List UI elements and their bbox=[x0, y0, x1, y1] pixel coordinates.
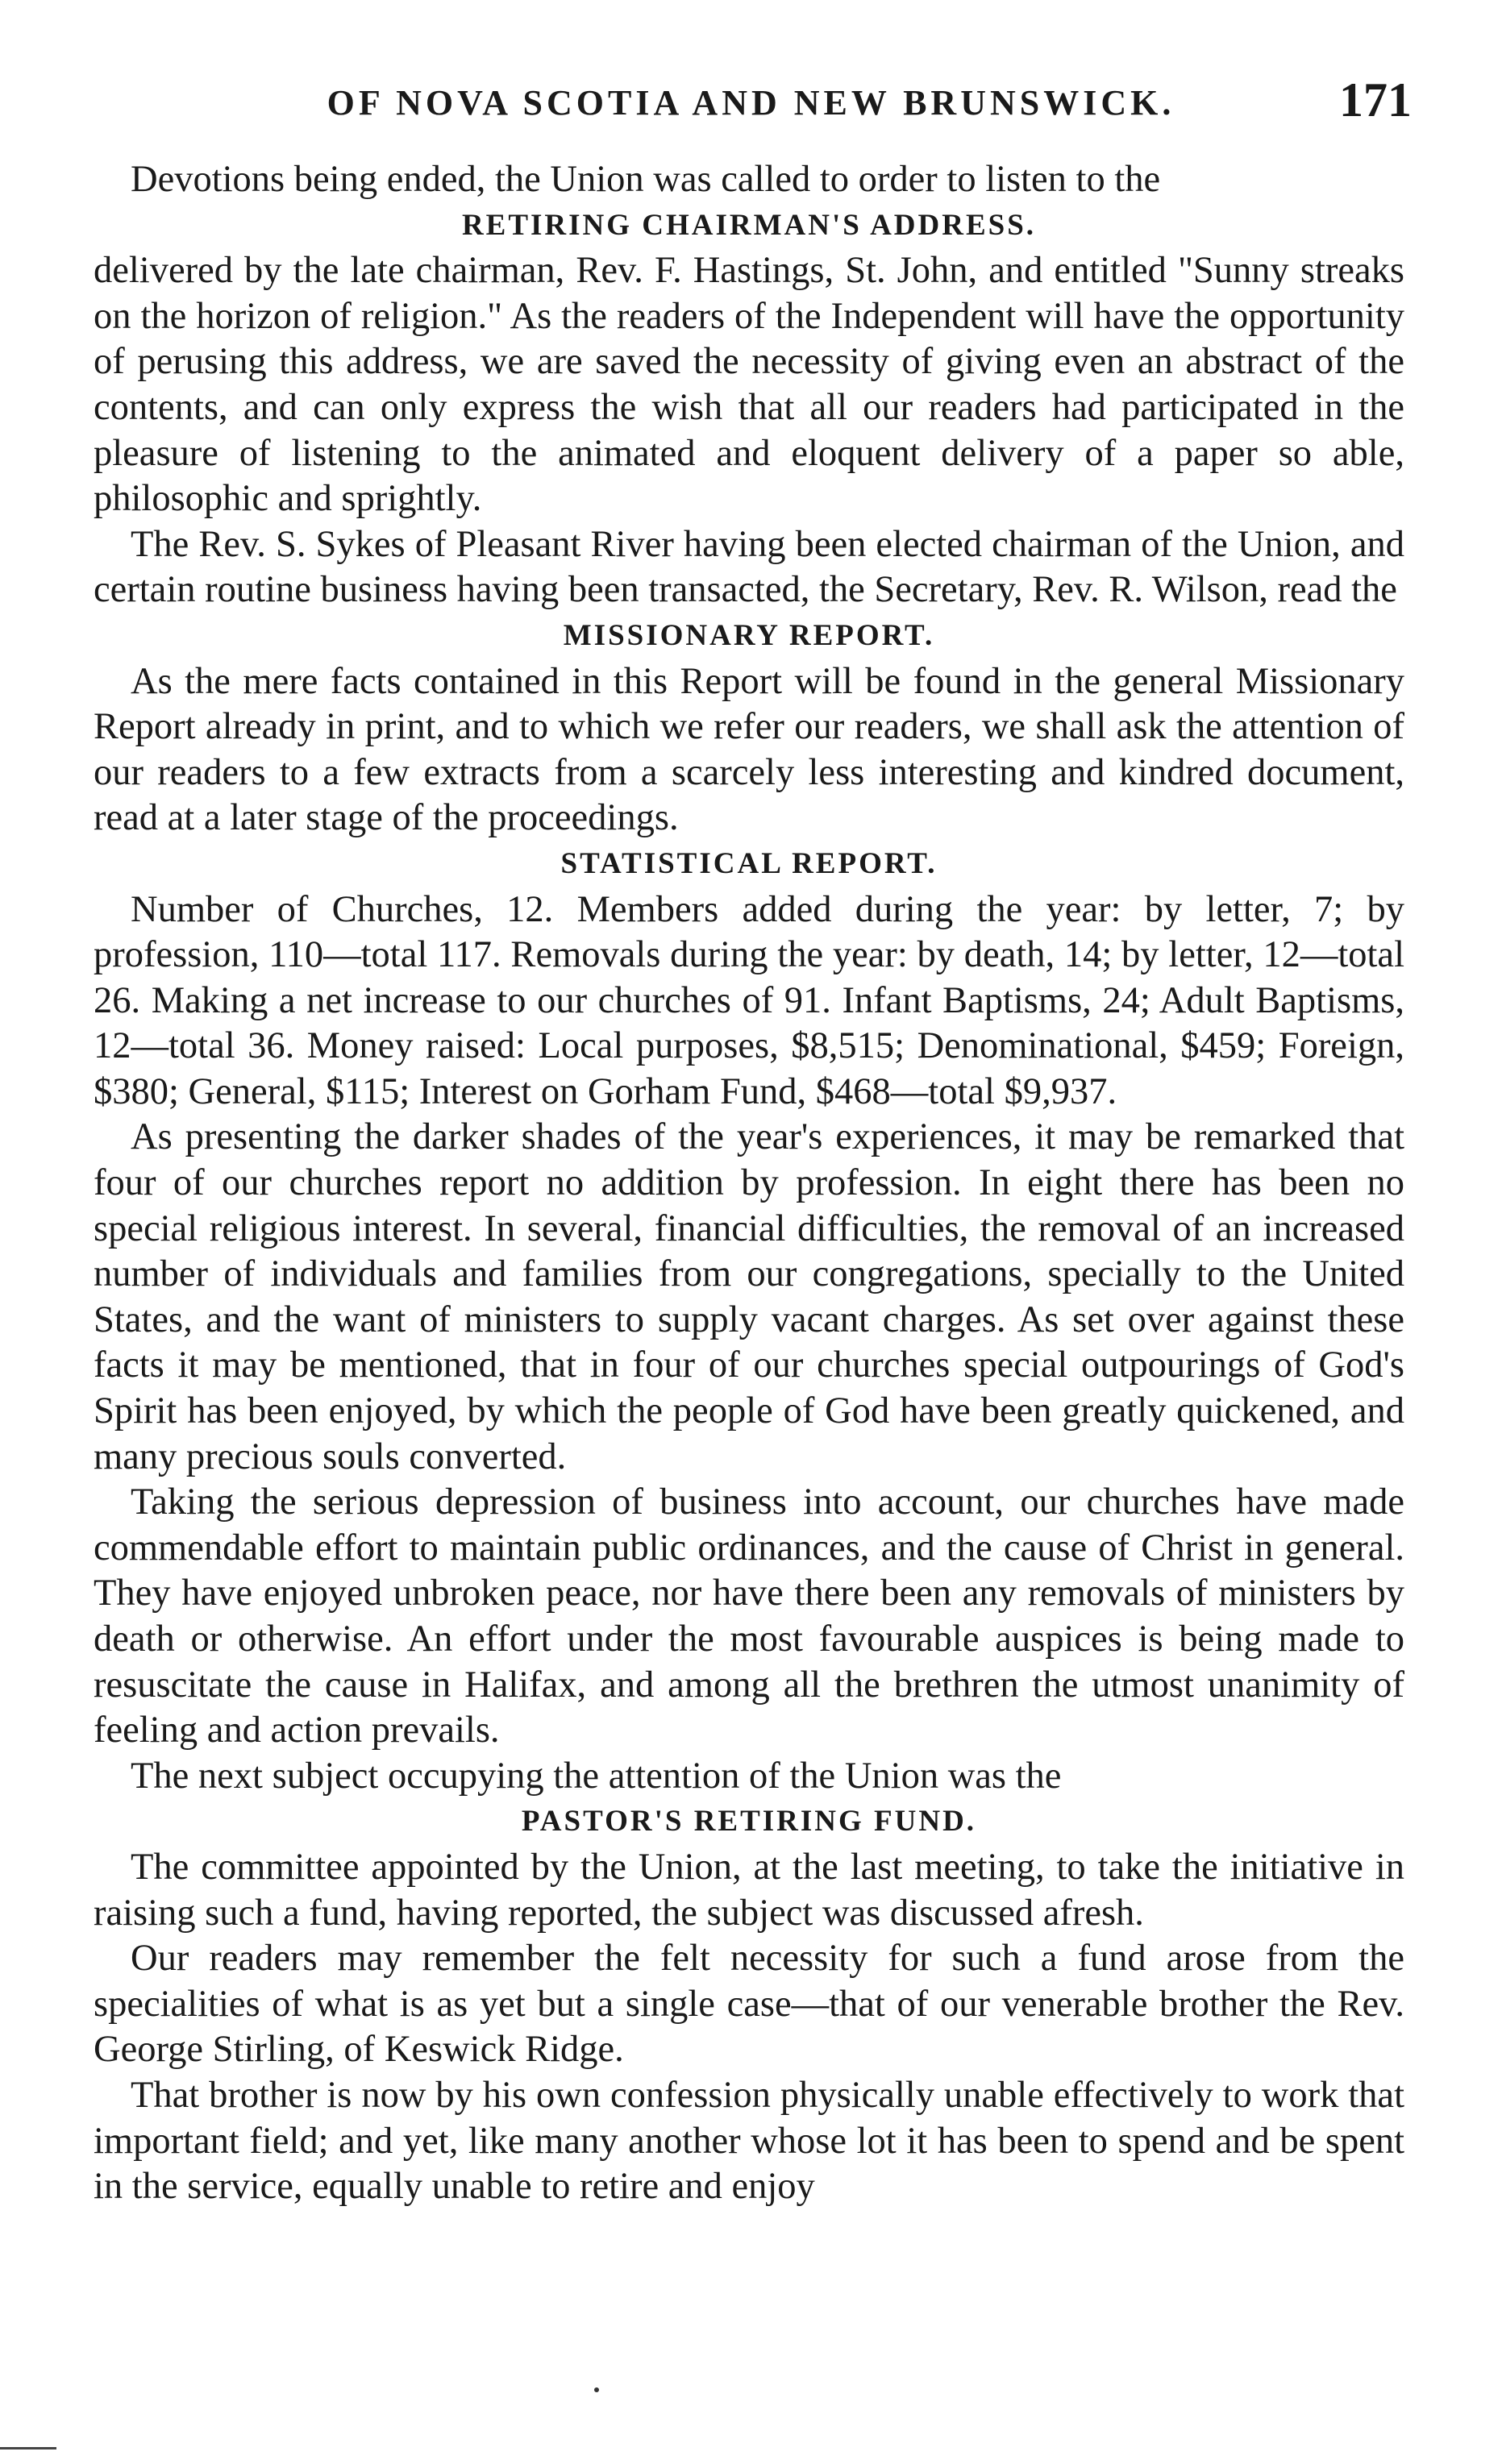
section-heading: RETIRING CHAIRMAN'S ADDRESS. bbox=[461, 208, 1037, 242]
paragraph: Devotions being ended, the Union was called to order to listen to the bbox=[131, 159, 1161, 200]
section-heading: PASTOR'S RETIRING FUND. bbox=[521, 1805, 977, 1839]
print-speck bbox=[594, 2387, 599, 2392]
scan-edge-rule bbox=[0, 2447, 56, 2449]
paragraph: Taking the serious depression of business into account, our churches have made commendable effort to maintain public ordinances, and the cause of Christ in general. They have enjoyed unbroken peace, nor have there been any removals of ministers by death or otherwise. An effort under the most favourable auspices is being made to resuscitate the cause in Halifax, and among all the brethren the utmost unanimity of feeling and action prevails. bbox=[94, 1481, 1404, 1751]
paragraph: As presenting the darker shades of the year's experiences, it may be remarked that four of our churches report no addition by profession. In eight there has been no special religious interest. In several, financial difficulties, the removal of an increased number of individuals and families from our congregations, specially to the United States, and the want of ministers to supply vacant charges. As set over against these facts it may be mentioned, that in four of our churches special outpourings of God's Spirit has been enjoyed, by which the people of God have been greatly quickened, and many precious souls converted. bbox=[94, 1116, 1404, 1477]
paragraph: As the mere facts contained in this Report will be found in the general Missionary Report already in print, and to which we refer our readers, we shall ask the attention of our readers to a few extracts from a scarcely less interesting and kindred document, read at a later stage of the proceedings. bbox=[94, 660, 1404, 839]
paragraph: Our readers may remember the felt necessity for such a fund arose from the specialities of what is as yet but a single case—that of our venerable brother the Rev. George Stirling, of Keswick Ridge. bbox=[94, 1938, 1404, 2071]
page-number: 171 bbox=[1339, 73, 1412, 127]
paragraph: The next subject occupying the attention of the Union was the bbox=[131, 1755, 1062, 1797]
body-text bbox=[94, 157, 1404, 2210]
paragraph: The committee appointed by the Union, at the last meeting, to take the initiative in raising such a fund, having reported, the subject was discussed afresh. bbox=[94, 1846, 1404, 1934]
section-heading: STATISTICAL REPORT. bbox=[560, 846, 938, 880]
running-head: OF NOVA SCOTIA AND NEW BRUNSWICK. bbox=[327, 83, 1175, 123]
section-heading: MISSIONARY REPORT. bbox=[563, 618, 935, 652]
paragraph: The Rev. S. Sykes of Pleasant River having been elected chairman of the Union, and certain routine business having been transacted, the Secretary, Rev. R. Wilson, read the bbox=[94, 523, 1404, 611]
paragraph: That brother is now by his own confession physically unable effectively to work that important field; and yet, like many another whose lot it has been to spend and be spent in the service, equally unable to retire and enjoy bbox=[94, 2074, 1404, 2208]
page-header bbox=[0, 73, 1502, 129]
paragraph: Number of Churches, 12. Members added during the year: by letter, 7; by profession, 110—total 117. Removals during the year: by death, 14; by letter, 12—total 26. Making a net increase to our churches of 91. Infant Baptisms, 24; Adult Baptisms, 12—total 36. Money raised: Local purposes, $8,515; Denominational, $459; Foreign, $380; General, $115; Interest on Gorham Fund, $468—total $9,937. bbox=[94, 888, 1404, 1112]
paragraph: delivered by the late chairman, Rev. F. Hastings, St. John, and entitled "Sunny streaks on the horizon of religion." As the readers of the Independent will have the opportunity of perusing this address, we are saved the necessity of giving even an abstract of the contents, and can only express the wish that all our readers had participated in the pleasure of listening to the animated and eloquent delivery of a paper so able, philosophic and sprightly. bbox=[94, 250, 1404, 520]
